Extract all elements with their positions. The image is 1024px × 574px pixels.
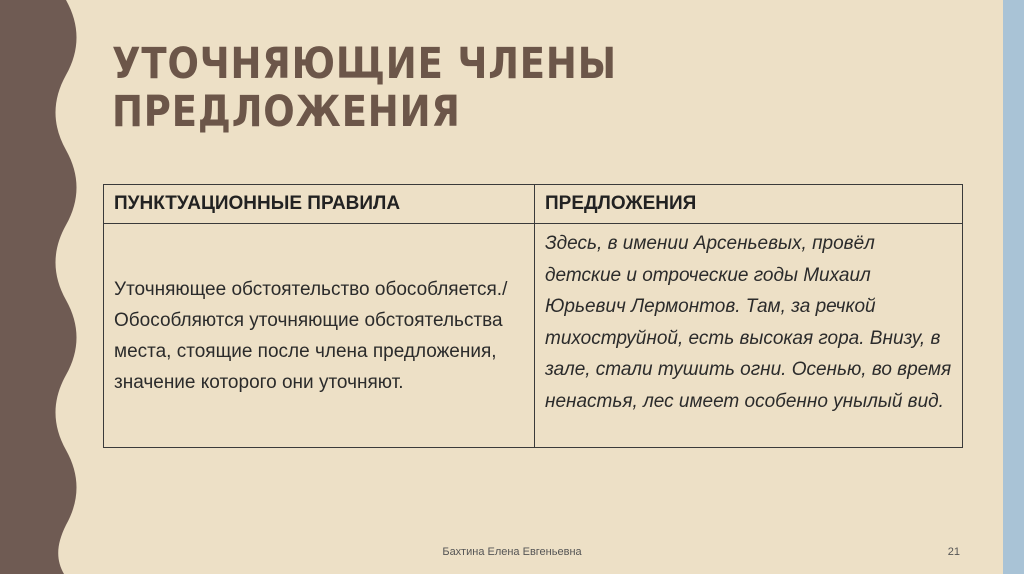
- rule-cell: Уточняющее обстоятельство обособляется./Обособляются уточняющие обстоятельства места, стоящие после члена предложения, значение которого они уточняют.: [104, 224, 535, 448]
- footer-author: Бахтина Елена Евгеньевна: [442, 546, 582, 558]
- rules-table: [103, 184, 963, 448]
- slide-title: УТОЧНЯЮЩИЕ ЧЛЕНЫ ПРЕДЛОЖЕНИЯ: [112, 39, 617, 137]
- header-punctuation-rules: ПУНКТУАЦИОННЫЕ ПРАВИЛА: [104, 185, 535, 224]
- page-number: 21: [947, 546, 960, 558]
- table-row: [104, 224, 963, 448]
- table-header-row: [104, 185, 963, 224]
- header-sentences: ПРЕДЛОЖЕНИЯ: [535, 185, 963, 224]
- examples-cell: Здесь, в имении Арсеньевых, провёл детские и отроческие годы Михаил Юрьевич Лермонтов. Там, за речкой тихоструйной, есть высокая гора. Внизу, в зале, стали тушить огни. Осенью, во время ненастья, лес имеет особенно унылый вид.: [535, 224, 963, 448]
- decorative-wave-border: [0, 0, 90, 574]
- accent-bar: [1003, 0, 1024, 574]
